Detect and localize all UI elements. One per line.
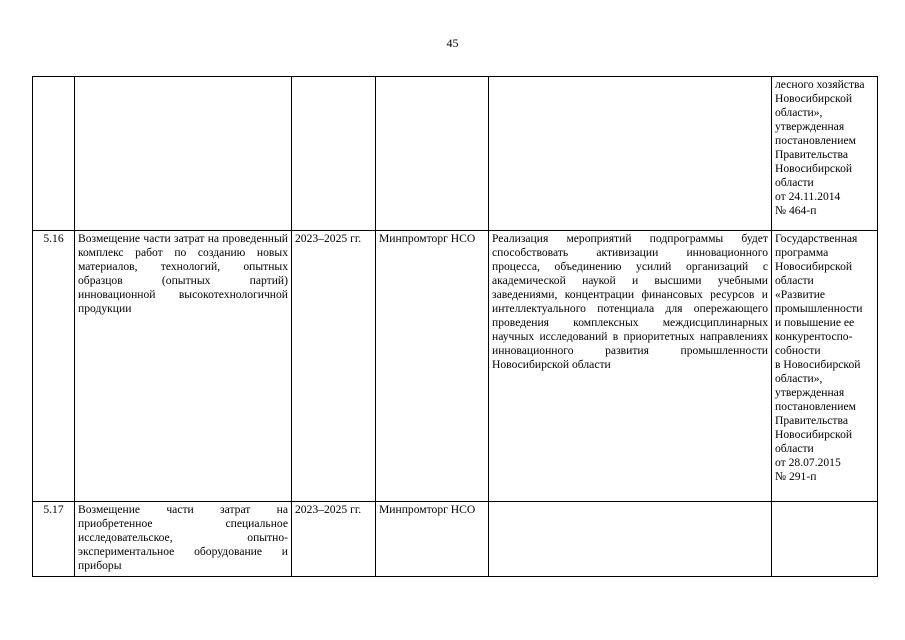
executor-cell: Минпромторг НСО	[376, 502, 489, 577]
program-line: Новосибирской	[775, 92, 853, 105]
program-line: № 464-п	[775, 204, 817, 217]
program-line: Новосибирской	[775, 428, 853, 441]
program-line: конкурентоспо-	[775, 330, 853, 343]
program-line: утвержденная	[775, 120, 845, 133]
program-line: и повышение ее	[775, 316, 855, 329]
program-line: Новосибирской	[775, 260, 853, 273]
program-line: области	[775, 274, 814, 287]
program-line: области»,	[775, 372, 823, 385]
row-number-cell: 5.17	[33, 502, 75, 577]
measures-table	[32, 76, 878, 577]
program-line: собности	[775, 344, 821, 357]
measure-name-cell: Возмещение части затрат на проведенный комплекс работ по созданию новых материалов, технологий, опытных образцов (опытных партий) инновационной высокотехнологичной продукции	[75, 231, 292, 502]
program-line: Правительства	[775, 414, 848, 427]
program-line: постановлением	[775, 400, 856, 413]
program-line: постановлением	[775, 134, 856, 147]
measure-name-cell	[75, 77, 292, 231]
program-line: промышленности	[775, 302, 863, 315]
executor-cell: Минпромторг НСО	[376, 231, 489, 502]
program-line: области	[775, 442, 814, 455]
program-cell	[772, 502, 878, 577]
program-line: от 24.11.2014	[775, 190, 841, 203]
page-number: 45	[446, 36, 459, 50]
executor-cell	[376, 77, 489, 231]
program-line: утвержденная	[775, 386, 845, 399]
program-line: Правительства	[775, 148, 848, 161]
period-cell	[292, 77, 376, 231]
table-row	[33, 77, 878, 231]
measure-name-cell: Возмещение части затрат на приобретенное специальное исследовательское, опытно-экспериментальное оборудование и приборы	[75, 502, 292, 577]
program-line: в Новосибирской	[775, 358, 861, 371]
period-cell: 2023–2025 гг.	[292, 231, 376, 502]
period-cell: 2023–2025 гг.	[292, 502, 376, 577]
row-number-cell	[33, 77, 75, 231]
program-line: «Развитие	[775, 288, 826, 301]
row-number-cell: 5.16	[33, 231, 75, 502]
expected-result-cell	[489, 502, 772, 577]
table-row	[33, 502, 878, 577]
program-line: лесного хозяйства	[775, 78, 865, 91]
expected-result-cell	[489, 77, 772, 231]
program-line: области»,	[775, 106, 823, 119]
program-line: программа	[775, 246, 829, 259]
program-line: Государственная	[775, 232, 858, 245]
table-row	[33, 231, 878, 502]
program-line: от 28.07.2015	[775, 456, 841, 469]
program-cell	[772, 231, 878, 502]
program-line: области	[775, 176, 814, 189]
program-line: № 291-п	[775, 470, 817, 483]
program-cell	[772, 77, 878, 231]
program-line: Новосибирской	[775, 162, 853, 175]
expected-result-cell: Реализация мероприятий подпрограммы будет способствовать активизации инновационного процесса, объединению усилий организаций с академической наукой и высшими учебными заведениями, концентрации финансовых ресурсов и интеллектуального потенциала для опережающего проведения комплексных междисциплинарных научных исследований в приоритетных направлениях инновационного развития промышленности Новосибирской области	[489, 231, 772, 502]
